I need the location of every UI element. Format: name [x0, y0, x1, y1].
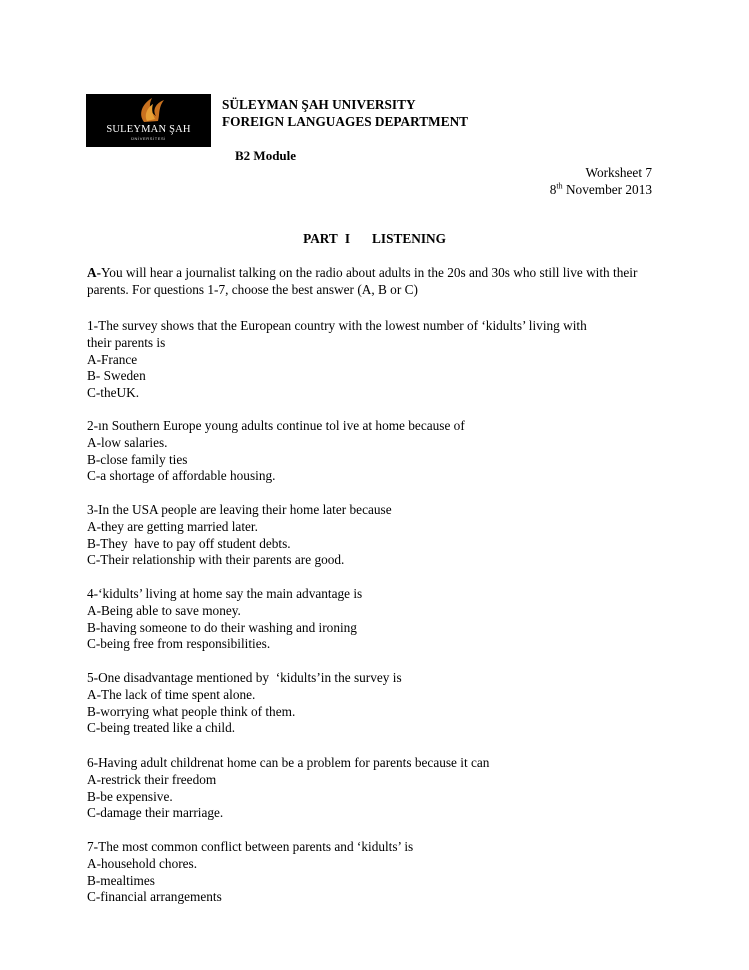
question-stem: 5-One disadvantage mentioned by ‘kidults’in the survey is — [87, 670, 402, 685]
question-3 — [87, 502, 667, 569]
answer-option: B- Sweden — [87, 368, 146, 384]
university-name: SÜLEYMAN ŞAH UNIVERSITY — [222, 97, 416, 112]
answer-option: A-they are getting married later. — [87, 518, 258, 534]
answer-option: C-theUK. — [87, 385, 140, 401]
question-1 — [87, 318, 667, 402]
answer-option: C-a shortage of affordable housing. — [87, 468, 276, 484]
answer-option: B-close family ties — [87, 451, 188, 467]
question-stem: 3-In the USA people are leaving their home later because — [87, 502, 392, 517]
answer-option: A-restrick their freedom — [87, 771, 217, 787]
worksheet-number: Worksheet 7 — [585, 165, 652, 180]
answer-option: A-France — [87, 351, 138, 367]
answer-option: B-mealtimes — [87, 872, 155, 888]
worksheet-date: 8th November 2013 — [549, 181, 652, 197]
worksheet-info — [550, 164, 652, 198]
question-stem: their parents is — [87, 334, 166, 350]
answer-option: A-low salaries. — [87, 434, 168, 450]
module-label: B2 Module — [235, 148, 297, 163]
answer-option: C-Their relationship with their parents are good. — [87, 552, 345, 568]
answer-option: B-having someone to do their washing and ironing — [87, 619, 357, 635]
answer-option: A-Being able to save money. — [87, 602, 241, 618]
answer-option: B-be expensive. — [87, 788, 173, 804]
question-7 — [87, 839, 667, 906]
answer-option: C-being treated like a child. — [87, 720, 236, 736]
question-stem: 4-‘kidults’ living at home say the main advantage is — [87, 586, 363, 601]
question-stem: 7-The most common conflict between parents and ‘kidults’ is — [87, 839, 414, 854]
department-name: FOREIGN LANGUAGES DEPARTMENT — [222, 114, 469, 129]
answer-option: C-financial arrangements — [87, 889, 222, 905]
answer-option: A-household chores. — [87, 855, 198, 871]
answer-option: A-The lack of time spent alone. — [87, 686, 256, 702]
logo-name: SULEYMAN ŞAH — [106, 124, 191, 135]
answer-option: B-They have to pay off student debts. — [87, 535, 291, 551]
question-stem: 6-Having adult childrenat home can be a problem for parents because it can — [87, 755, 490, 770]
question-6 — [87, 755, 667, 822]
logo-subtitle: ÜNİVERSİTESİ — [131, 136, 166, 141]
question-2 — [87, 418, 667, 485]
section-instruction: A-You will hear a journalist talking on the radio about adults in the 20s and 30s who still live with their parents. For questions 1-7, choose the best answer (A, B or C) — [87, 265, 638, 298]
answer-option: B-worrying what people think of them. — [87, 703, 296, 719]
institution-header — [222, 96, 468, 130]
part-title: PART I LISTENING — [303, 231, 446, 246]
answer-option: C-damage their marriage. — [87, 805, 224, 821]
university-logo — [86, 94, 211, 147]
answer-option: C-being free from responsibilities. — [87, 636, 271, 652]
question-stem: 1-The survey shows that the European country with the lowest number of ‘kidults’ living with — [87, 318, 587, 333]
question-stem: 2-ın Southern Europe young adults continue tol ive at home because of — [87, 418, 465, 433]
question-5 — [87, 670, 667, 737]
question-4 — [87, 586, 667, 653]
